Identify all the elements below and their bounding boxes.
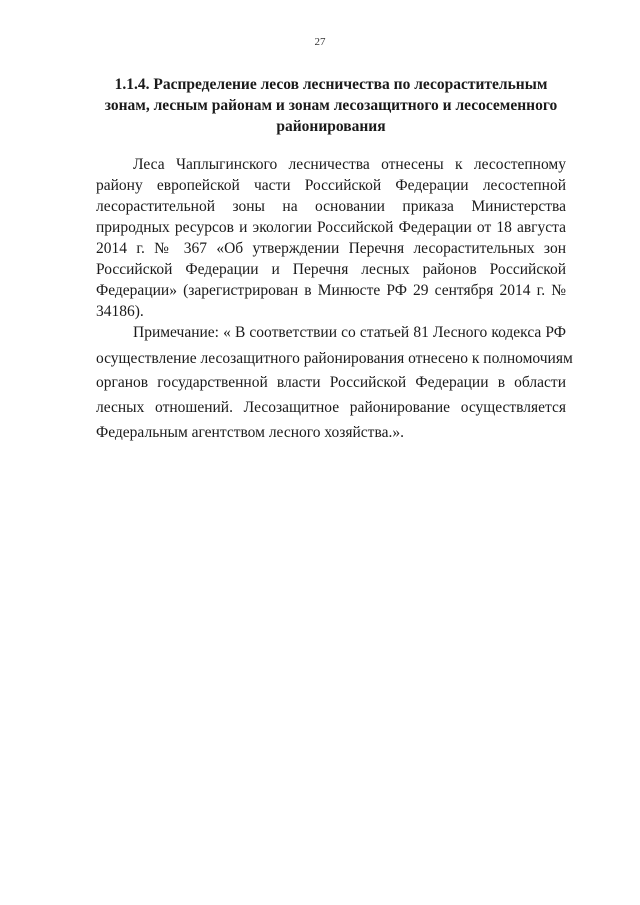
paragraph-line: Федерации» (зарегистрирован в Минюсте РФ 29 сентября 2014 г. № xyxy=(96,282,566,299)
paragraph-line: лесорастительной зоны на основании приказа Министерства xyxy=(96,198,566,215)
paragraph-line: 34186). xyxy=(96,303,144,320)
paragraph-line: Примечание: « В соответствии со статьей 81 Лесного кодекса РФ xyxy=(133,324,566,341)
paragraph-line: району европейской части Российской Федерации лесостепной xyxy=(96,177,566,194)
page-number: 27 xyxy=(314,36,326,48)
paragraph-line: Федеральным агентством лесного хозяйства.». xyxy=(96,424,404,441)
paragraph-line: органов государственной власти Российской Федерации в области xyxy=(96,374,566,391)
section-title-line: районирования xyxy=(276,118,386,135)
paragraph-line: Леса Чаплыгинского лесничества отнесены к лесостепному xyxy=(133,156,566,173)
paragraph-line: лесных отношений. Лесозащитное районирование осуществляется xyxy=(96,399,566,416)
paragraph-line: Российской Федерации и Перечня лесных районов Российской xyxy=(96,261,566,278)
section-title-line: зонам, лесным районам и зонам лесозащитного и лесосеменного xyxy=(104,97,558,114)
section-title-line: 1.1.4. Распределение лесов лесничества по лесорастительным xyxy=(114,76,548,93)
paragraph-line: 2014 г. № 367 «Об утверждении Перечня лесорастительных зон xyxy=(96,240,566,257)
paragraph-line: природных ресурсов и экологии Российской Федерации от 18 августа xyxy=(96,219,566,236)
section-title xyxy=(96,74,566,137)
paragraph-line: осуществление лесозащитного районирования отнесено к полномочиям xyxy=(96,350,573,367)
